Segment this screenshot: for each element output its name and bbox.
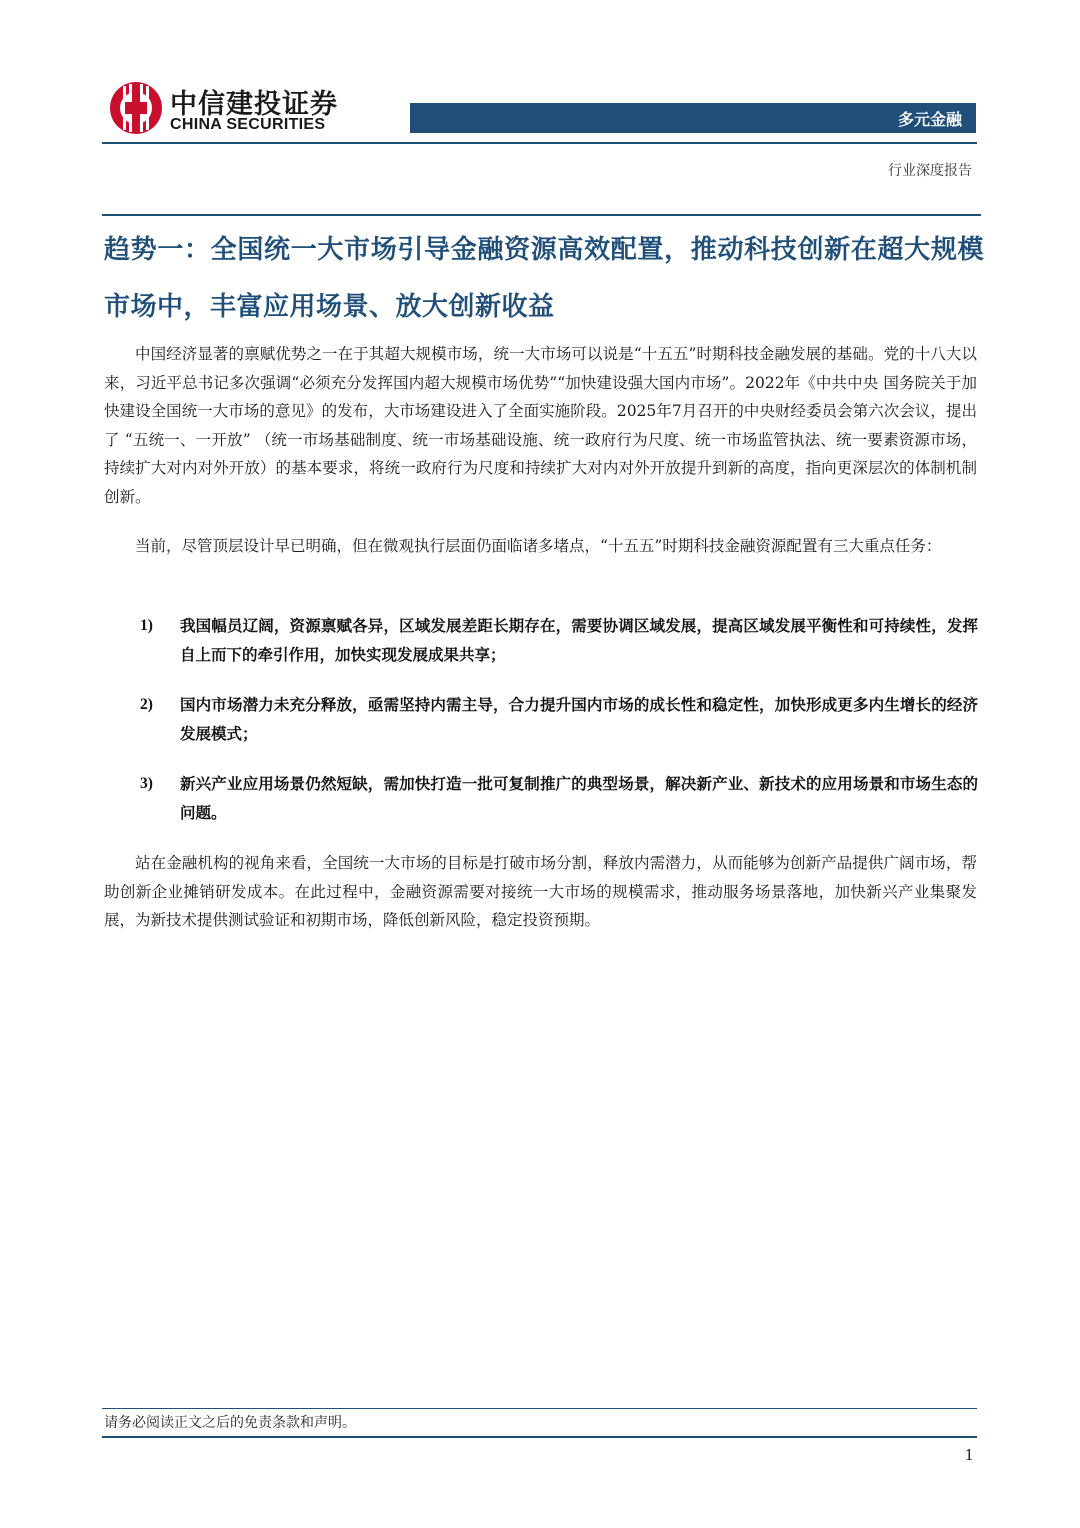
paragraph-market-advantage: 中国经济显著的禀赋优势之一在于其超大规模市场，统一大市场可以说是“十五五”时期科技金融发展的基础。党的十八大以来，习近平总书记多次强调“必须充分发挥国内超大规模市场优势”“加快建设强大国内市场”。2022年《中共中央 国务院关于加快建设全国统一大市场的意见》的发布，大市场建设进入了全面实施阶段。2025年7月召开的中央财经委员会第六次会议，提出了 “五统一、一开放” （统一市场基础制度、统一市场基础设施、统一政府行为尺度、统一市场监管执法、统一要素资源市场，持续扩大对内对外开放）的基本要求，将统一政府行为尺度和持续扩大对内对外开放提升到新的高度，指向更深层次的体制机制创新。 bbox=[104, 345, 977, 506]
task-number: 1) bbox=[140, 617, 153, 634]
task-number: 2) bbox=[140, 696, 153, 713]
sector-tag: 多元金融 bbox=[897, 110, 962, 129]
company-name-cn: 中信建投证券 bbox=[170, 89, 338, 120]
header-divider bbox=[102, 142, 977, 144]
report-type: 行业深度报告 bbox=[888, 163, 972, 179]
footer-divider-top bbox=[102, 1408, 977, 1409]
page-number: 1 bbox=[964, 1446, 974, 1464]
company-name-en: CHINA SECURITIES bbox=[170, 116, 326, 133]
footer-divider-bottom bbox=[102, 1436, 977, 1438]
task-text: 我国幅员辽阔，资源禀赋各异，区域发展差距长期存在，需要协调区域发展，提高区域发展平衡性和可持续性，发挥自上而下的牵引作用，加快实现发展成果共享； bbox=[180, 617, 978, 664]
title-divider bbox=[102, 214, 981, 216]
paragraph-financial-institutions: 站在金融机构的视角来看，全国统一大市场的目标是打破市场分割，释放内需潜力，从而能够为创新产品提供广阔市场，帮助创新企业摊销研发成本。在此过程中，金融资源需要对接统一大市场的规模需求，推动服务场景落地，加快新兴产业集聚发展，为新技术提供测试验证和初期市场，降低创新风险，稳定投资预期。 bbox=[104, 854, 977, 929]
disclaimer-note: 请务必阅读正文之后的免责条款和声明。 bbox=[104, 1415, 356, 1431]
task-text: 国内市场潜力未充分释放，亟需坚持内需主导，合力提升国内市场的成长性和稳定性，加快形成更多内生增长的经济发展模式； bbox=[180, 696, 978, 743]
task-number: 3) bbox=[140, 775, 153, 792]
paragraph-key-tasks-intro: 当前，尽管顶层设计早已明确，但在微观执行层面仍面临诸多堵点，“十五五”时期科技金融资源配置有三大重点任务： bbox=[135, 537, 942, 555]
china-securities-logo-icon bbox=[108, 80, 164, 136]
section-title: 趋势一：全国统一大市场引导金融资源高效配置，推动科技创新在超大规模市场中，丰富应用场景、放大创新收益 bbox=[104, 235, 984, 322]
company-logo bbox=[108, 80, 348, 140]
task-text: 新兴产业应用场景仍然短缺，需加快打造一批可复制推广的典型场景，解决新产业、新技术的应用场景和市场生态的问题。 bbox=[180, 775, 978, 822]
sector-banner bbox=[410, 103, 976, 133]
